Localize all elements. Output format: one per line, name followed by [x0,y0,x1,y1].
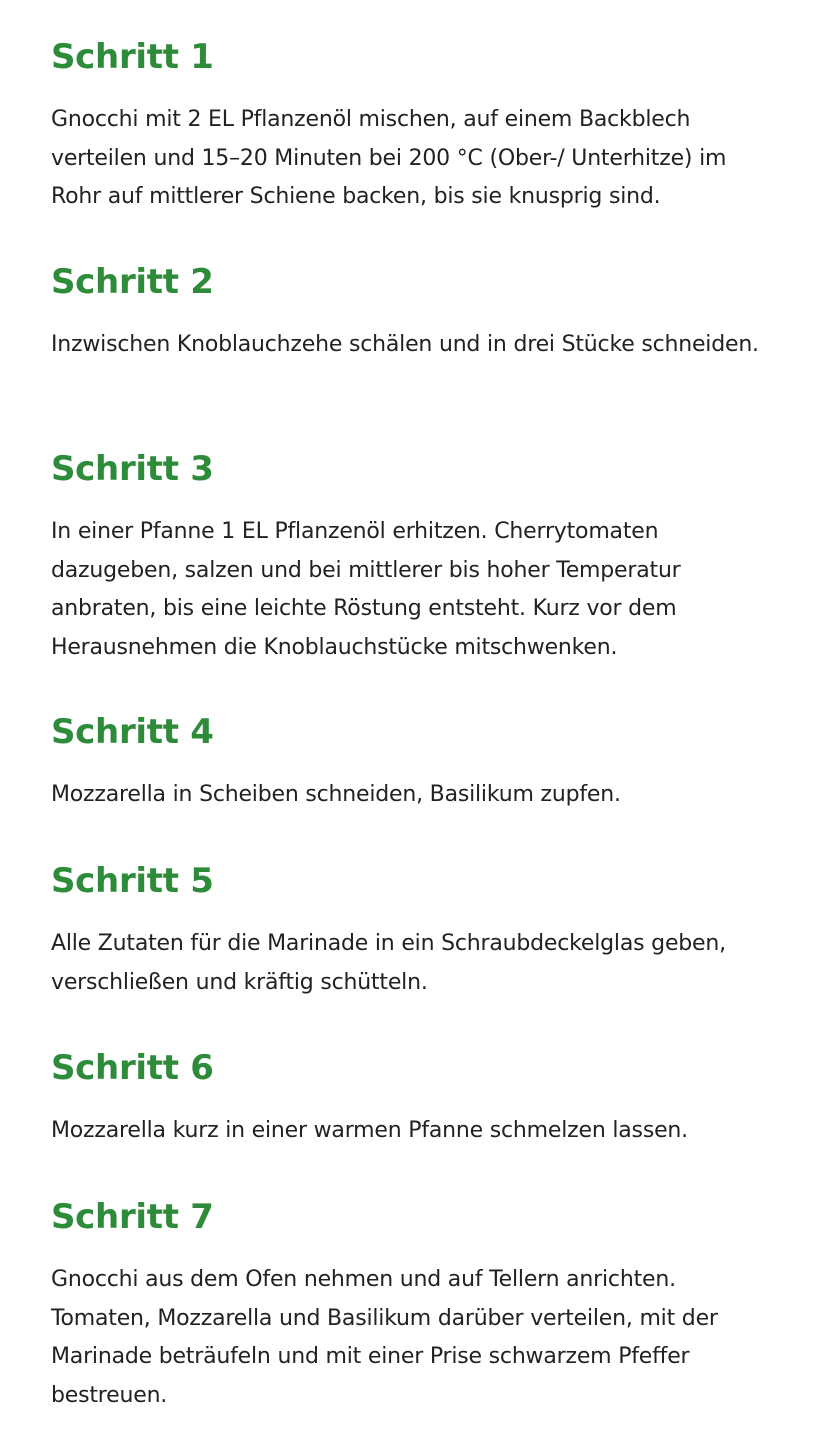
step-description: Gnocchi aus dem Ofen nehmen und auf Tellern anrichten. Tomaten, Mozzarella und Basilikum darüber verteilen, mit der Marinade beträufeln und mit einer Prise schwarzem Pfeffer bestreuen. [51,1267,718,1408]
step-description: Alle Zutaten für die Marinade in ein Schraubdeckelglas geben, verschließen und kräftig schütteln. [51,931,726,995]
step-title: Schritt 4 [51,712,214,752]
step-description: Mozzarella kurz in einer warmen Pfanne schmelzen lassen. [51,1118,688,1143]
step-title: Schritt 3 [51,449,214,489]
step-2 [51,262,781,357]
step-description: Gnocchi mit 2 EL Pflanzenöl mischen, auf einem Backblech verteilen und 15–20 Minuten bei 200 °C (Ober-/ Unterhitze) im Rohr auf mittlerer Schiene backen, bis sie knusprig sind. [51,107,727,209]
step-description: Mozzarella in Scheiben schneiden, Basilikum zupfen. [51,782,621,807]
step-3 [51,449,781,660]
step-title: Schritt 5 [51,861,214,901]
step-5 [51,861,781,995]
step-title: Schritt 1 [51,37,214,77]
step-title: Schritt 6 [51,1048,214,1088]
step-description: Inzwischen Knoblauchzehe schälen und in drei Stücke schneiden. [51,332,759,357]
step-description: In einer Pfanne 1 EL Pflanzenöl erhitzen. Cherrytomaten dazugeben, salzen und bei mittlerer bis hoher Temperatur anbraten, bis eine leichte Röstung entsteht. Kurz vor dem Herausnehmen die Knoblauchstücke mitschwenken. [51,519,681,660]
step-title: Schritt 2 [51,262,214,302]
step-1 [51,37,781,209]
step-4 [51,712,781,807]
step-title: Schritt 7 [51,1197,214,1237]
step-6 [51,1048,781,1143]
step-7 [51,1197,781,1408]
